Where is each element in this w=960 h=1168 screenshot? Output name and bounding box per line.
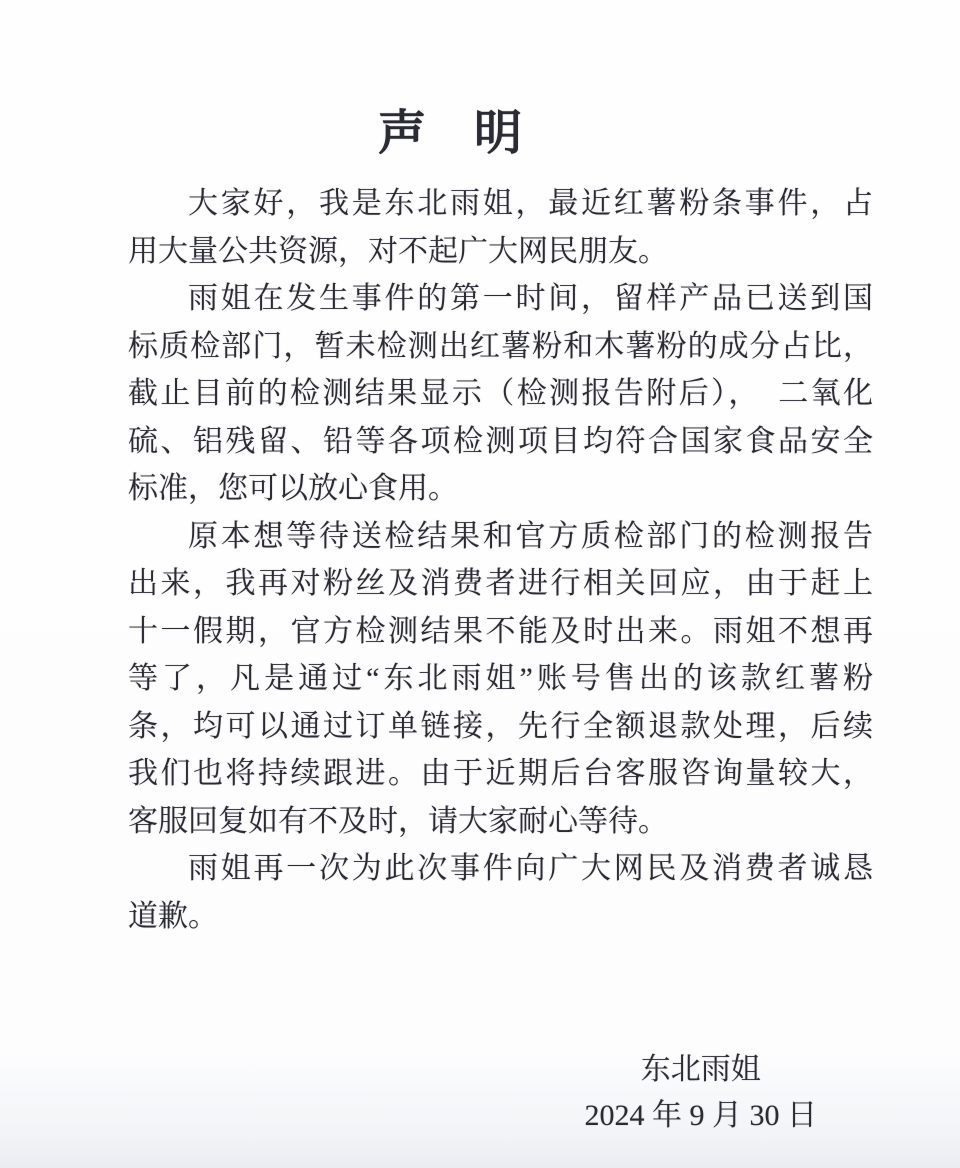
statement-title: 声 明 [377, 107, 522, 160]
statement-line: 标准，您可以放心食用。 [128, 472, 458, 505]
statement-line: 客服回复如有不及时，请大家耐心等待。 [128, 804, 668, 838]
statement-paragraph [128, 513, 873, 846]
statement-line: 硫、铝残留、铅等各项检测项目均符合国家食品安全 [128, 424, 873, 458]
statement-paragraph [128, 275, 873, 513]
statement-line: 我们也将持续跟进。由于近期后台客服咨询量较大， [128, 757, 873, 790]
signature-block [0, 1047, 960, 1139]
statement-line: 截止目前的检测结果显示（检测报告附后）， 二氧化 [128, 377, 873, 410]
signature-name: 东北雨姐 [640, 1053, 761, 1086]
statement-body [128, 180, 873, 940]
statement-line: 等了，凡是通过“东北雨姐”账号售出的该款红薯粉 [128, 662, 873, 695]
signature-date: 2024 年 9 月 30 日 [584, 1099, 817, 1132]
statement-line: 雨姐在发生事件的第一时间，留样产品已送到国 [188, 282, 873, 315]
statement-paragraph [128, 845, 873, 940]
statement-line: 雨姐再一次为此次事件向广大网民及消费者诚恳 [188, 852, 873, 885]
statement-line: 道歉。 [128, 899, 218, 933]
statement-line: 大家好，我是东北雨姐，最近红薯粉条事件，占 [188, 187, 873, 220]
statement-line: 原本想等待送检结果和官方质检部门的检测报告 [188, 519, 873, 553]
statement-line: 标质检部门，暂未检测出红薯粉和木薯粉的成分占比， [128, 329, 873, 363]
statement-paragraph [128, 180, 873, 275]
statement-line: 条，均可以通过订单链接，先行全额退款处理，后续 [128, 709, 873, 743]
statement-line: 用大量公共资源，对不起广大网民朋友。 [128, 234, 668, 268]
signature-inner [585, 1047, 818, 1139]
statement-line: 十一假期，官方检测结果不能及时出来。雨姐不想再 [128, 614, 873, 648]
statement-line: 出来，我再对粉丝及消费者进行相关回应，由于赶上 [128, 567, 873, 600]
